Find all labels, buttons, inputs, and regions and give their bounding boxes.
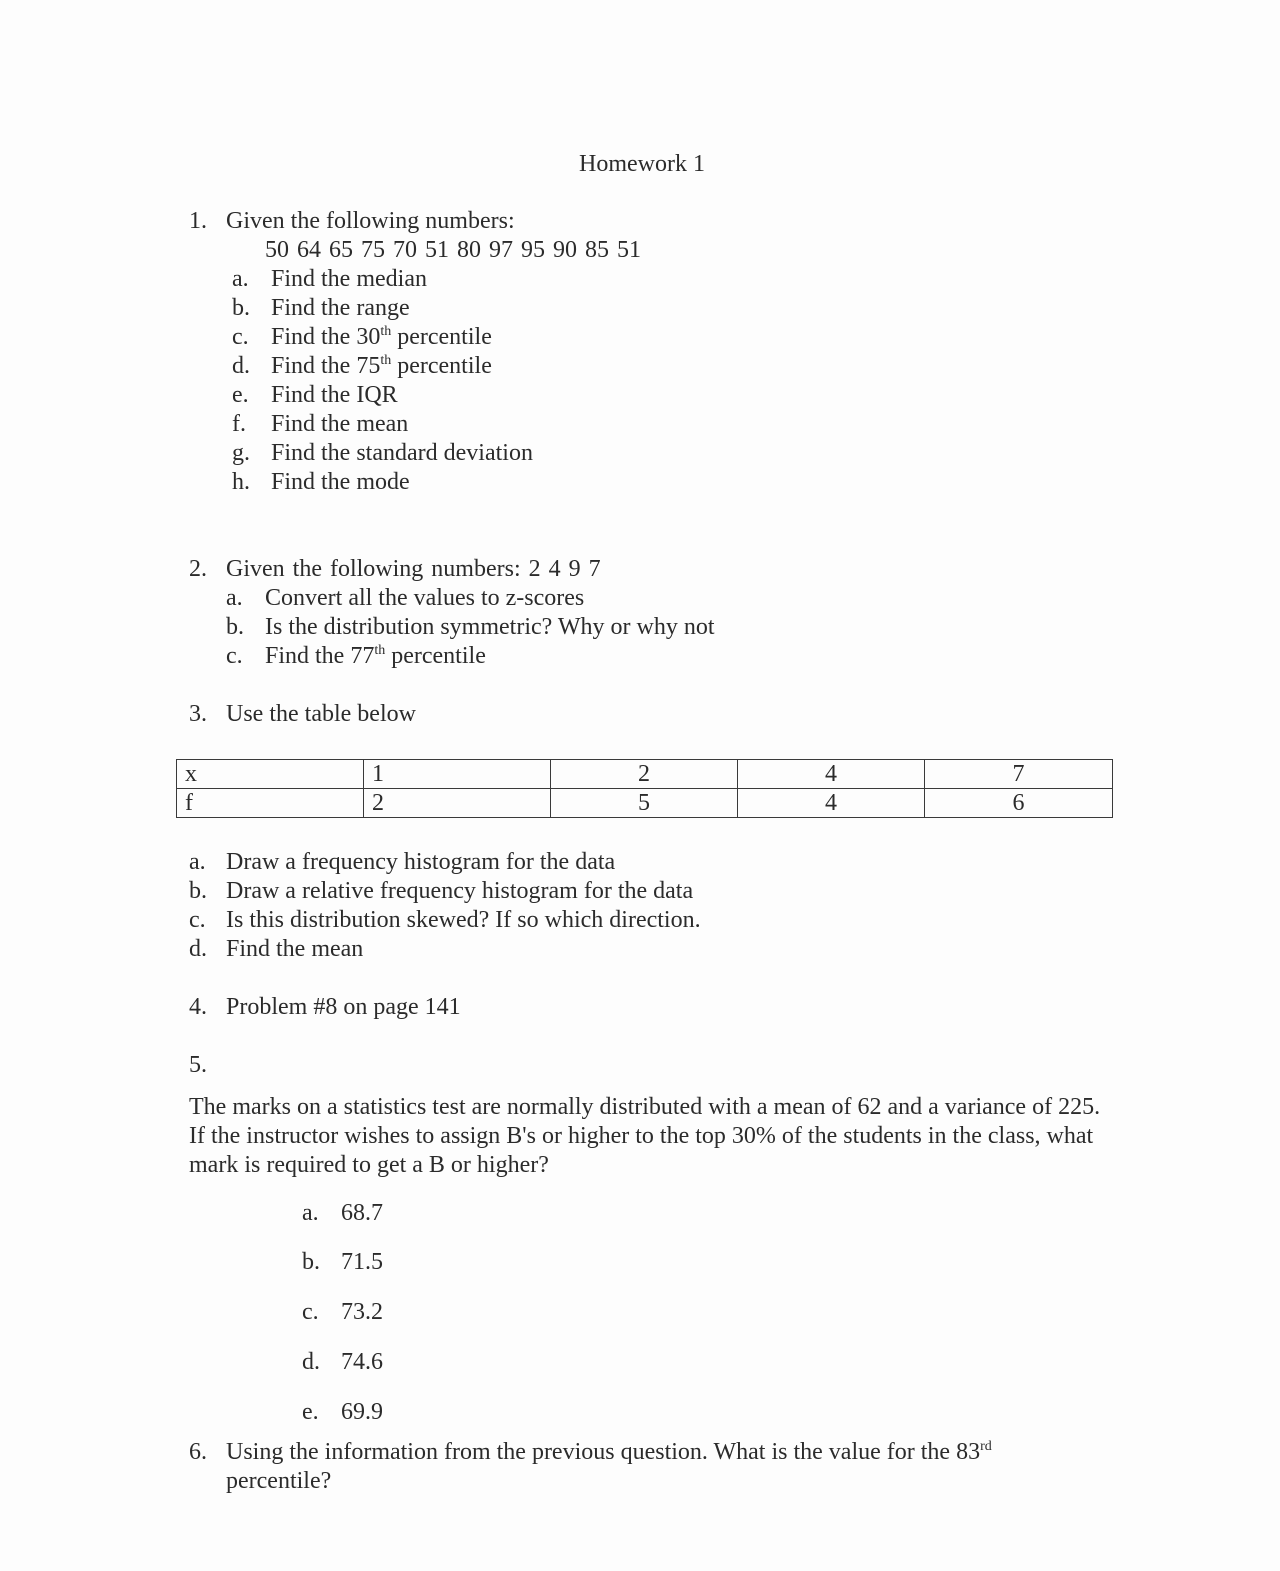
- table-cell: 2: [551, 760, 738, 789]
- q4-number: 4.: [189, 994, 207, 1020]
- q3-item-a-text: Draw a frequency histogram for the data: [226, 849, 616, 875]
- q2-item-c-letter: c.: [226, 643, 243, 669]
- q2-item-c-text: Find the 77th percentile: [265, 643, 486, 669]
- q1-item-c-letter: c.: [232, 324, 249, 350]
- q1-item-g-text: Find the standard deviation: [271, 440, 533, 466]
- q5-option-e-value: 69.9: [341, 1399, 383, 1425]
- q2-item-a-text: Convert all the values to z-scores: [265, 585, 585, 611]
- table-cell: 4: [738, 789, 925, 818]
- q1-numbers: 50 64 65 75 70 51 80 97 95 90 85 51: [265, 237, 641, 263]
- q3-item-d-letter: d.: [189, 936, 207, 962]
- q5-option-c-value: 73.2: [341, 1299, 383, 1325]
- page-title: Homework 1: [579, 151, 705, 177]
- q3-item-a-letter: a.: [189, 849, 206, 875]
- table-cell: 1: [364, 760, 551, 789]
- q5-option-b-letter: b.: [302, 1249, 320, 1275]
- frequency-table: [176, 759, 1113, 818]
- q1-item-b-letter: b.: [232, 295, 250, 321]
- q2-item-a-letter: a.: [226, 585, 243, 611]
- q1-item-c-text: Find the 30th percentile: [271, 324, 492, 350]
- table-cell: 2: [364, 789, 551, 818]
- q2-prompt: Given the following numbers: 2 4 9 7: [226, 556, 601, 582]
- q1-item-h-letter: h.: [232, 469, 250, 495]
- q3-item-d-text: Find the mean: [226, 936, 364, 962]
- q3-item-c-letter: c.: [189, 907, 206, 933]
- q1-item-a-text: Find the median: [271, 266, 427, 292]
- q1-item-b-text: Find the range: [271, 295, 410, 321]
- q1-item-d-letter: d.: [232, 353, 250, 379]
- q3-prompt: Use the table below: [226, 701, 416, 727]
- q2-item-b-text: Is the distribution symmetric? Why or why not: [265, 614, 715, 640]
- q5-option-d-value: 74.6: [341, 1349, 383, 1375]
- q1-item-f-letter: f.: [232, 411, 246, 437]
- q3-number: 3.: [189, 701, 207, 727]
- q5-number: 5.: [189, 1052, 207, 1078]
- q5-option-d-letter: d.: [302, 1349, 320, 1375]
- q5-option-a-value: 68.7: [341, 1200, 383, 1226]
- q1-prompt: Given the following numbers:: [226, 208, 515, 234]
- table-cell: 6: [925, 789, 1113, 818]
- q5-option-b-value: 71.5: [341, 1249, 383, 1275]
- table-row-f: [177, 789, 1113, 818]
- q5-option-e-letter: e.: [302, 1399, 319, 1425]
- q1-item-e-letter: e.: [232, 382, 249, 408]
- q6-line1: Using the information from the previous question. What is the value for the 83rd: [226, 1439, 992, 1465]
- q2-item-b-letter: b.: [226, 614, 244, 640]
- q1-number: 1.: [189, 208, 207, 234]
- q5-option-c-letter: c.: [302, 1299, 319, 1325]
- q1-item-g-letter: g.: [232, 440, 250, 466]
- q3-item-c-text: Is this distribution skewed? If so which direction.: [226, 907, 701, 933]
- q3-item-b-text: Draw a relative frequency histogram for the data: [226, 878, 694, 904]
- q2-number: 2.: [189, 556, 207, 582]
- table-cell: 5: [551, 789, 738, 818]
- q6-number: 6.: [189, 1439, 207, 1465]
- table-cell: 7: [925, 760, 1113, 789]
- q3-item-b-letter: b.: [189, 878, 207, 904]
- q1-item-a-letter: a.: [232, 266, 249, 292]
- q4-prompt: Problem #8 on page 141: [226, 994, 461, 1020]
- q5-paragraph: The marks on a statistics test are normally distributed with a mean of 62 and a variance of 225. If the instructor wishes to assign B's or higher to the top 30% of the students in the class, what mark is required to get a B or higher?: [189, 1094, 1101, 1178]
- table-cell: f: [177, 789, 364, 818]
- table-cell: x: [177, 760, 364, 789]
- q1-item-f-text: Find the mean: [271, 411, 409, 437]
- q1-item-d-text: Find the 75th percentile: [271, 353, 492, 379]
- q1-item-h-text: Find the mode: [271, 469, 410, 495]
- q5-option-a-letter: a.: [302, 1200, 319, 1226]
- table-row-x: [177, 760, 1113, 789]
- q6-line2: percentile?: [226, 1468, 332, 1494]
- table-cell: 4: [738, 760, 925, 789]
- q1-item-e-text: Find the IQR: [271, 382, 398, 408]
